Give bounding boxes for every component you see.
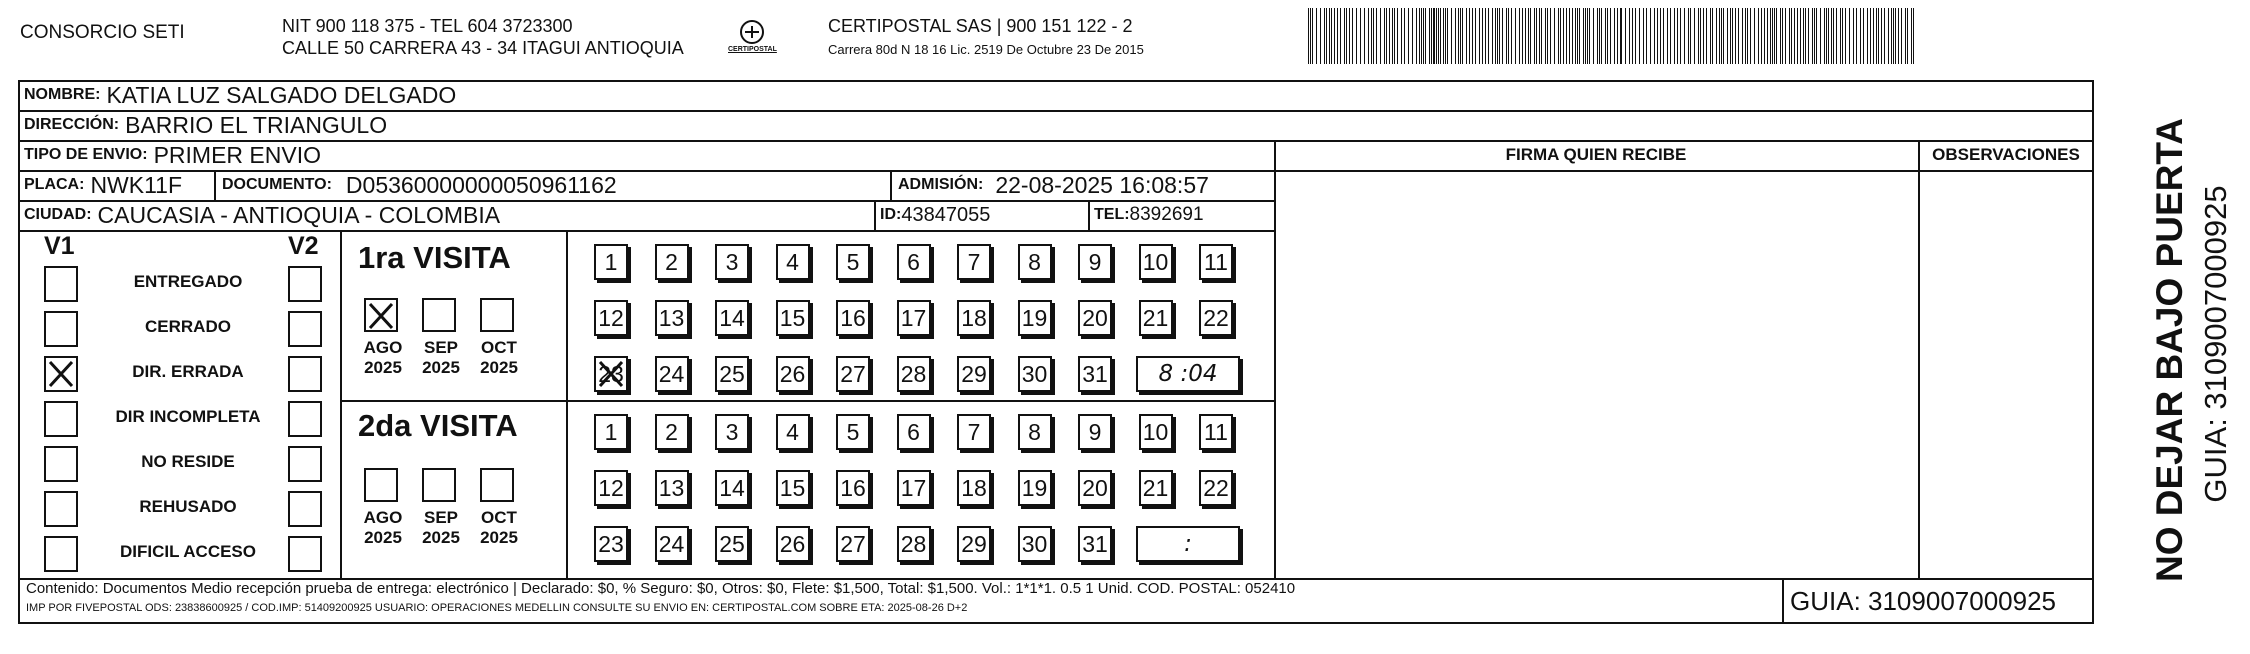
visit1-day-box[interactable]: 10	[1139, 244, 1173, 280]
visit1-day-box[interactable]: 27	[836, 356, 870, 392]
visit1-day-box[interactable]: 15	[776, 300, 810, 336]
id-label: ID:	[880, 206, 902, 223]
tel-field	[1094, 200, 1204, 230]
documento-label: DOCUMENTO:	[222, 176, 332, 193]
tipo-label: TIPO DE ENVIO:	[24, 146, 148, 163]
visit2-month-checkbox[interactable]	[480, 468, 514, 502]
v1-checkbox[interactable]	[44, 536, 78, 572]
visit2-month-checkbox[interactable]	[364, 468, 398, 502]
no-dejar-warning: NO DEJAR BAJO PUERTA	[2149, 118, 2190, 582]
placa-field	[24, 170, 182, 200]
v2-checkbox[interactable]	[288, 266, 322, 302]
visit1-time-box[interactable]: 8 :04	[1136, 356, 1240, 392]
visit1-day-box[interactable]: 29	[957, 356, 991, 392]
v1-checkbox[interactable]	[44, 491, 78, 527]
tel-value: 8392691	[1129, 204, 1204, 225]
visit1-day-box[interactable]: 2	[655, 244, 689, 280]
visit1-day-box[interactable]: 22	[1199, 300, 1233, 336]
footer-contenido: Contenido: Documentos Medio recepción prueba de entrega: electrónico | Declarado: $0, % Seguro: $0, Otros: $0, Flete: $1,500, Total: $1,500. Vol.: 1*1*1. 0.5 1 Unid. COD. POSTAL: 052410	[26, 580, 1296, 597]
visit1-day-box[interactable]: 18	[957, 300, 991, 336]
visit2-day-box[interactable]: 4	[776, 414, 810, 450]
visit2-day-box[interactable]: 5	[836, 414, 870, 450]
visit1-day-box[interactable]: 31	[1078, 356, 1112, 392]
visit1-day-box[interactable]: 5	[836, 244, 870, 280]
id-value: 43847055	[901, 203, 991, 226]
visit2-time-box[interactable]: :	[1136, 526, 1240, 562]
visit1-month-label: AGO 2025	[363, 338, 403, 377]
visit2-day-box[interactable]: 14	[715, 470, 749, 506]
certipostal-line2: Carrera 80d N 18 16 Lic. 2519 De Octubre 23 De 2015	[828, 42, 1144, 57]
visit1-day-box[interactable]: 8	[1018, 244, 1052, 280]
visit2-month-label: OCT 2025	[480, 508, 518, 547]
footer-guia: GUIA: 3109007000925	[1790, 586, 2056, 616]
visit2-day-box[interactable]: 16	[836, 470, 870, 506]
visit1-day-box[interactable]: 11	[1199, 244, 1233, 280]
visit1-day-box[interactable]: 14	[715, 300, 749, 336]
nombre-value: KATIA LUZ SALGADO DELGADO	[106, 81, 457, 108]
visit2-day-box[interactable]: 26	[776, 526, 810, 562]
visit1-day-box[interactable]: 1	[594, 244, 628, 280]
visit2-day-box[interactable]: 3	[715, 414, 749, 450]
visit2-day-box[interactable]: 13	[655, 470, 689, 506]
v2-checkbox[interactable]	[288, 356, 322, 392]
v2-checkbox[interactable]	[288, 491, 322, 527]
visit2-day-box[interactable]: 24	[655, 526, 689, 562]
ciudad-value: CAUCASIA - ANTIOQUIA - COLOMBIA	[97, 201, 501, 228]
address-line: CALLE 50 CARRERA 43 - 34 ITAGUI ANTIOQUIA	[282, 38, 684, 58]
id-field	[880, 200, 990, 230]
v1-checkbox[interactable]	[44, 311, 78, 347]
direccion-field	[24, 110, 387, 140]
logo-text: CERTIPOSTAL	[728, 46, 777, 53]
footer-imp: IMP POR FIVEPOSTAL ODS: 23838600925 / COD.IMP: 51409200925 USUARIO: OPERACIONES MEDELLIN CONSULTE SU ENVIO EN: CERTIPOSTAL.COM SOBRE ETA: 2025-08-26 D+2	[26, 602, 968, 614]
direccion-label: DIRECCIÓN:	[24, 116, 120, 133]
visit2-day-box[interactable]: 27	[836, 526, 870, 562]
option-label: REHUSADO	[139, 497, 237, 516]
visit1-day-box[interactable]: 3	[715, 244, 749, 280]
visit2-day-box[interactable]: 25	[715, 526, 749, 562]
visit1-month-checkbox[interactable]	[480, 298, 514, 332]
visit1-day-box[interactable]: 21	[1139, 300, 1173, 336]
visit1-month-label: OCT 2025	[480, 338, 518, 377]
v2-checkbox[interactable]	[288, 401, 322, 437]
visit2-day-box[interactable]: 22	[1199, 470, 1233, 506]
visit1-day-box[interactable]: 19	[1018, 300, 1052, 336]
visit2-day-box[interactable]: 17	[897, 470, 931, 506]
visit1-day-box[interactable]: 9	[1078, 244, 1112, 280]
visit1-day-box[interactable]: 13	[655, 300, 689, 336]
ciudad-field	[24, 200, 500, 230]
v1-checkbox[interactable]	[44, 401, 78, 437]
certipostal-logo	[728, 18, 776, 58]
firma-header: FIRMA QUIEN RECIBE	[1505, 145, 1687, 164]
visit1-day-box[interactable]: 26	[776, 356, 810, 392]
visit2-day-box[interactable]: 28	[897, 526, 931, 562]
tel-label: TEL:	[1094, 206, 1130, 223]
visit1-title: 1ra VISITA	[358, 240, 511, 275]
nit-line: NIT 900 118 375 - TEL 604 3723300	[282, 16, 573, 36]
header	[0, 0, 2250, 80]
v1-checkbox[interactable]	[44, 266, 78, 302]
visit1-day-box[interactable]: 25	[715, 356, 749, 392]
certipostal-line1: CERTIPOSTAL SAS | 900 151 122 - 2	[828, 16, 1133, 36]
visit2-day-box[interactable]: 15	[776, 470, 810, 506]
tipo-field	[24, 140, 321, 170]
v2-checkbox[interactable]	[288, 311, 322, 347]
documento-value: D05360000000050961162	[345, 171, 617, 198]
option-label: CERRADO	[145, 317, 231, 336]
v2-checkbox[interactable]	[288, 536, 322, 572]
option-label: DIFICIL ACCESO	[119, 542, 256, 561]
v1-header: V1	[44, 232, 75, 260]
visit1-day-box[interactable]: 7	[957, 244, 991, 280]
admision-label: ADMISIÓN:	[898, 176, 984, 193]
visit1-day-box[interactable]: 16	[836, 300, 870, 336]
visit1-day-box[interactable]: 23	[594, 356, 628, 392]
option-label: NO RESIDE	[141, 452, 235, 471]
option-label: DIR. ERRADA	[132, 362, 244, 381]
visit2-day-box[interactable]: 30	[1018, 526, 1052, 562]
visit2-day-box[interactable]: 18	[957, 470, 991, 506]
direccion-value: BARRIO EL TRIANGULO	[125, 111, 388, 138]
v2-checkbox[interactable]	[288, 446, 322, 482]
visit1-day-box[interactable]: 4	[776, 244, 810, 280]
visit2-month-label: SEP 2025	[422, 508, 460, 547]
visit2-day-box[interactable]: 31	[1078, 526, 1112, 562]
visit2-day-box[interactable]: 11	[1199, 414, 1233, 450]
visit2-day-box[interactable]: 9	[1078, 414, 1112, 450]
nombre-field	[24, 80, 456, 110]
option-label: DIR INCOMPLETA	[115, 407, 261, 426]
visit1-day-box[interactable]: 6	[897, 244, 931, 280]
visit2-month-label: AGO 2025	[363, 508, 403, 547]
visit2-day-box[interactable]: 6	[897, 414, 931, 450]
visit2-day-box[interactable]: 20	[1078, 470, 1112, 506]
v2-header: V2	[288, 232, 319, 260]
placa-value: NWK11F	[90, 171, 183, 198]
ciudad-label: CIUDAD:	[24, 206, 92, 223]
visit2-day-box[interactable]: 1	[594, 414, 628, 450]
visit1-day-box[interactable]: 20	[1078, 300, 1112, 336]
visit2-day-box[interactable]: 10	[1139, 414, 1173, 450]
visit1-day-box[interactable]: 17	[897, 300, 931, 336]
visit1-day-box[interactable]: 28	[897, 356, 931, 392]
placa-label: PLACA:	[24, 176, 85, 193]
visit2-day-box[interactable]: 8	[1018, 414, 1052, 450]
side-text	[2096, 96, 2246, 626]
visit1-day-box[interactable]: 24	[655, 356, 689, 392]
visit2-day-box[interactable]: 12	[594, 470, 628, 506]
tipo-value: PRIMER ENVIO	[153, 141, 321, 168]
v1-checkbox[interactable]	[44, 446, 78, 482]
visit2-day-box[interactable]: 23	[594, 526, 628, 562]
documento-field	[222, 170, 617, 200]
visit2-day-box[interactable]: 19	[1018, 470, 1052, 506]
v1-checkbox[interactable]	[44, 356, 78, 392]
admision-field	[898, 170, 1209, 200]
barcode	[1308, 8, 1920, 64]
nombre-label: NOMBRE:	[24, 86, 101, 103]
visit1-day-box[interactable]: 30	[1018, 356, 1052, 392]
visit2-day-box[interactable]: 7	[957, 414, 991, 450]
admision-value: 22-08-2025 16:08:57	[995, 171, 1209, 198]
visit1-month-checkbox[interactable]	[364, 298, 398, 332]
side-guia: GUIA: 3109007000925	[2198, 185, 2233, 503]
visit2-day-box[interactable]: 2	[655, 414, 689, 450]
visit1-month-checkbox[interactable]	[422, 298, 456, 332]
visit2-day-box[interactable]: 29	[957, 526, 991, 562]
visit2-day-box[interactable]: 21	[1139, 470, 1173, 506]
visit2-month-checkbox[interactable]	[422, 468, 456, 502]
option-label: ENTREGADO	[133, 272, 243, 291]
visit2-title: 2da VISITA	[358, 408, 518, 443]
visit1-month-label: SEP 2025	[422, 338, 460, 377]
company-name: CONSORCIO SETI	[20, 22, 185, 43]
observaciones-header: OBSERVACIONES	[1932, 145, 2080, 164]
visit1-day-box[interactable]: 12	[594, 300, 628, 336]
